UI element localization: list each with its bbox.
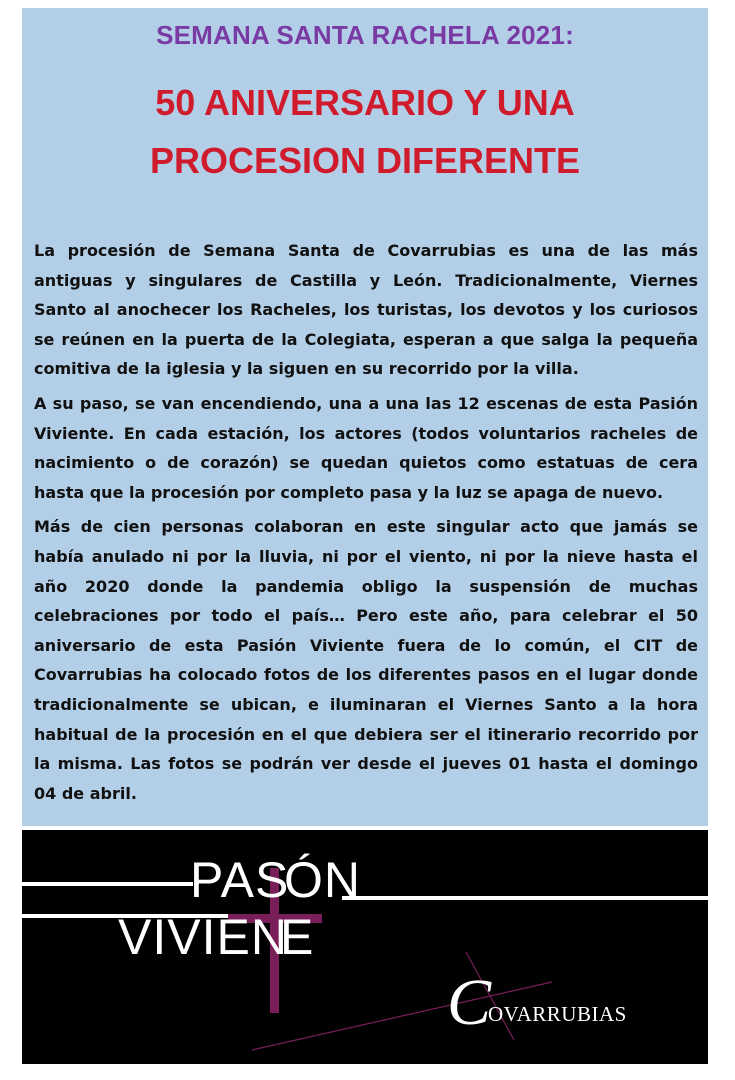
logo-rule-top-right — [342, 896, 708, 900]
viviente-text-right: E — [280, 909, 315, 965]
headline — [22, 74, 708, 190]
pasion-text-right: ÓN — [284, 852, 361, 908]
event-kicker: SEMANA SANTA RACHELA 2021: — [156, 20, 574, 50]
paragraph-1: La procesión de Semana Santa de Covarrubias es una de las más antiguas y singulares de Castilla y León. Tradicionalmente, Viernes Santo al anochecer los Racheles, los turistas, los devotos y los curiosos se reúnen en la puerta de la Colegiata, esperan a que salga la pequeña comitiva de la iglesia y la siguen en su recorrido por la villa. — [34, 241, 698, 379]
covarrubias-logo-initial: C — [447, 966, 492, 1039]
pasion-text-left: PAS — [190, 852, 290, 908]
covarrubias-logo-text: OVARRUBIAS — [488, 1002, 627, 1026]
pasion-viviente-logo-panel — [22, 830, 708, 1064]
poster — [22, 8, 708, 1064]
headline-line-2: PROCESION DIFERENTE — [149, 140, 581, 181]
paragraph-2: A su paso, se van encendiendo, una a una las 12 escenas de esta Pasión Viviente. En cada estación, los actores (todos voluntarios racheles de nacimiento o de corazón) se quedan quietos como estatuas de cera hasta que la procesión por completo pasa y la luz se apaga de nuevo. — [34, 393, 698, 502]
viviente-text-left: VIVIEN — [118, 909, 288, 965]
announcement-panel — [22, 8, 708, 826]
logo-rule-top — [22, 882, 193, 886]
headline-line-1: 50 ANIVERSARIO Y UNA — [155, 82, 575, 123]
article-body — [34, 236, 698, 813]
paragraph-3: Más de cien personas colaboran en este singular acto que jamás se había anulado ni por la lluvia, ni por el viento, ni por la nieve hasta el año 2020 donde la pandemia obligo la suspensión de muchas celebraciones por todo el país… Pero este año, para celebrar el 50 aniversario de esta Pasión Viviente fuera de lo común, el CIT de Covarrubias ha colocado fotos de los diferentes pasos en el lugar donde tradicionalmente se ubican, e iluminaran el Viernes Santo a la hora habitual de la procesión en el que debiera ser el itinerario recorrido por la misma. Las fotos se podrán ver desde el jueves 01 hasta el domingo 04 de abril. — [34, 517, 698, 803]
